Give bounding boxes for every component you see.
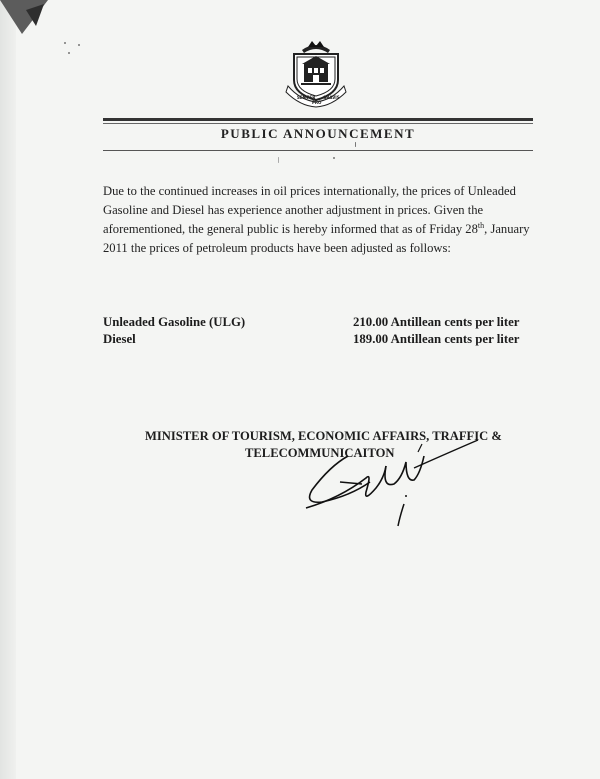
signatory-line-1: MINISTER OF TOURISM, ECONOMIC AFFAIRS, TRAFFIC & (145, 429, 502, 443)
body-superscript: th (477, 220, 485, 230)
announcement-title: PUBLIC ANNOUNCEMENT (220, 126, 416, 141)
announcement-body (103, 182, 543, 258)
header-rule-top-thin (103, 123, 533, 124)
header-rule-bottom (103, 150, 533, 151)
product-name: Unleaded Gasoline (ULG) (103, 315, 246, 329)
coat-of-arms-seal (284, 38, 348, 108)
seal-motto-1: SEMPER (297, 95, 316, 100)
corner-fold-mark (0, 0, 70, 60)
body-part-2: , January 2011 the prices of petroleum products have been adjusted as follows: (103, 222, 530, 255)
scan-edge (0, 0, 16, 779)
body-part-1: Due to the continued increases in oil prices internationally, the prices of Unleaded Gasoline and Diesel has experience another adjustment in prices. Given the aforementioned, the general public is hereby informed that as of Friday 28 (103, 184, 516, 236)
header-rule-top (103, 118, 533, 121)
product-name: Diesel (103, 332, 136, 346)
seal-motto-2: PRO (312, 100, 322, 105)
handwritten-signature (300, 438, 480, 538)
product-price: 189.00 Antillean cents per liter (353, 332, 520, 346)
product-price: 210.00 Antillean cents per liter (353, 315, 520, 329)
signatory-line-2: TELECOMMUNICAITON (245, 446, 395, 460)
seal-motto-3: GRAVIS (323, 95, 340, 100)
